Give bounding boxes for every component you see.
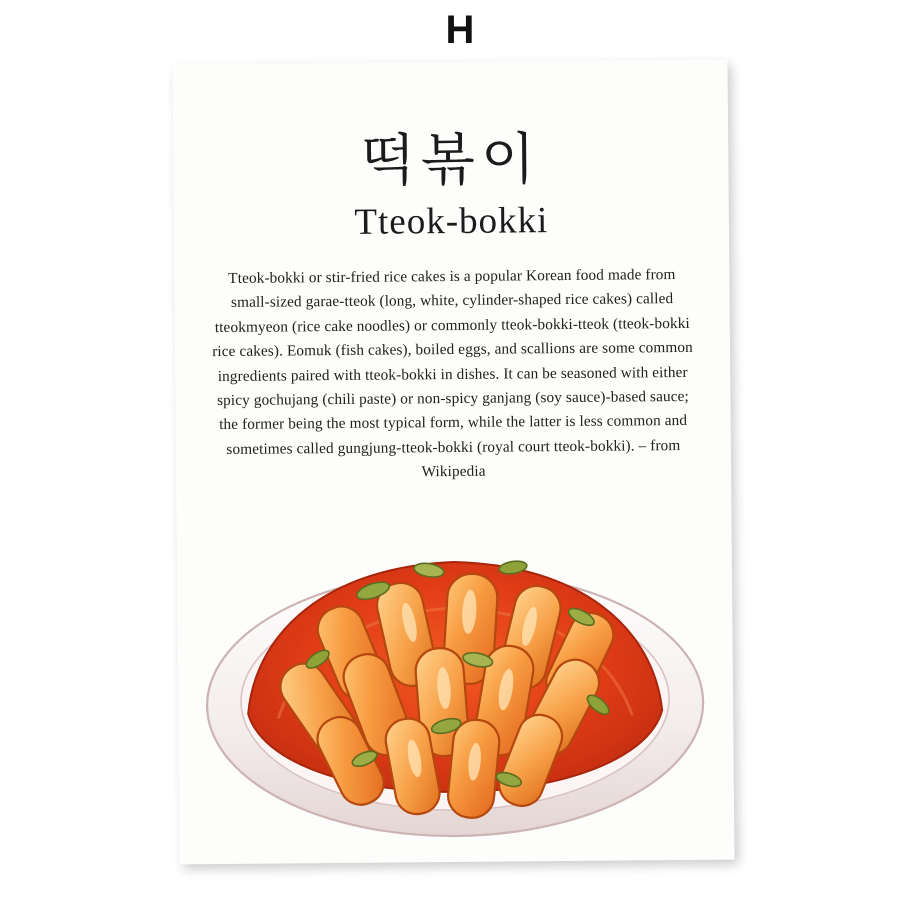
poster-title-korean: 떡볶이	[360, 127, 542, 194]
poster-content	[173, 60, 735, 865]
tteokbokki-plate-illustration	[176, 460, 734, 865]
poster-title-romanized: Tteok-bokki	[354, 200, 549, 243]
poster-description: Tteok-bokki or stir-fried rice cakes is a popular Korean food made from small-sized garae-tteok (long, white, cylinder-shaped rice cakes) called tteokmyeon (rice cake noodles) or commonly tteok-bokki-tteok (tteok-bokki rice cakes). Eomuk (fish cakes), boiled eggs, and scallions are some common ingredients paired with tteok-bokki in dishes. It can be seasoned with either spicy gochujang (chili paste) or non-spicy ganjang (soy sauce)-based sauce; the former being the most typical form, while the latter is less common and sometimes called gungjung-tteok-bokki (royal court tteok-bokki). – from Wikipedia	[212, 266, 693, 481]
poster-card	[173, 60, 735, 865]
variant-letter-label: H	[445, 8, 475, 52]
